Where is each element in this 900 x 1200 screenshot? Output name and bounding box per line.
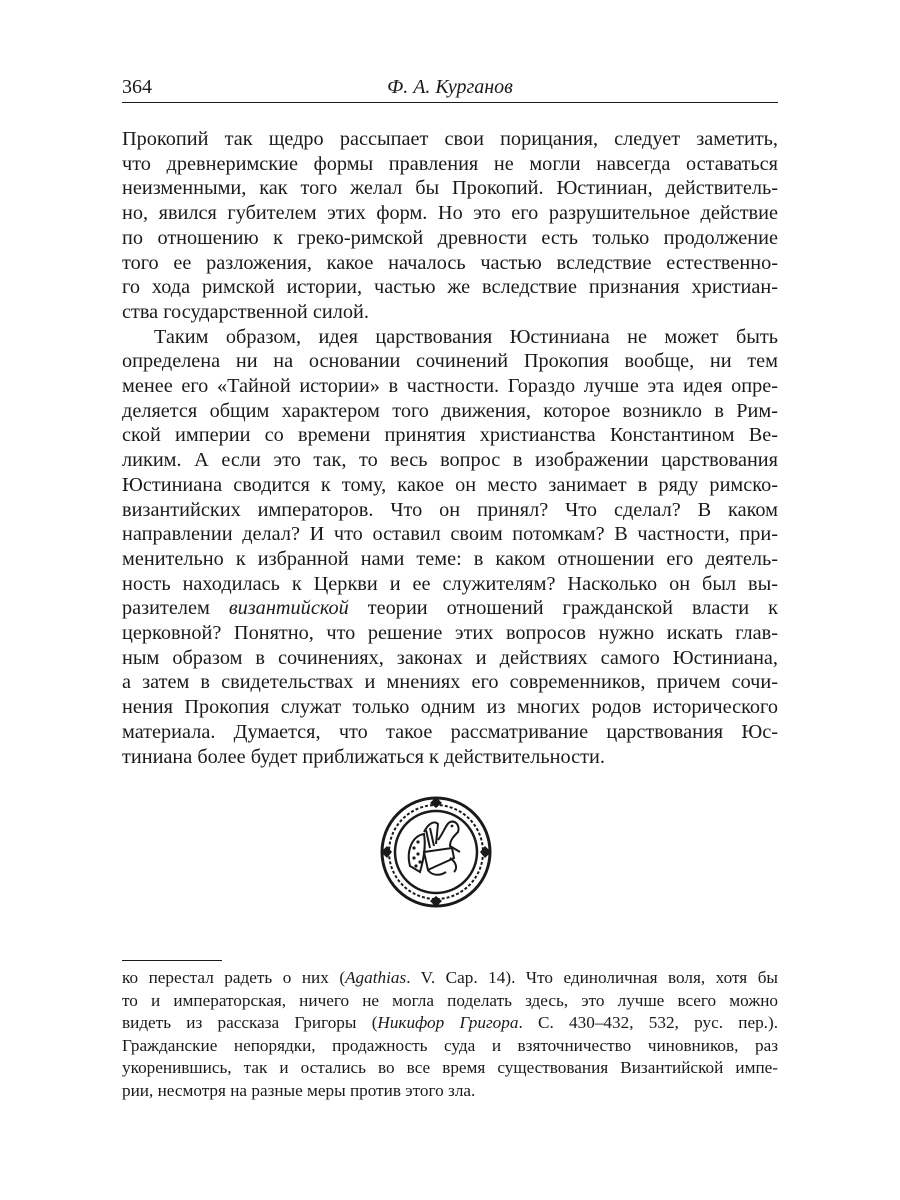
text-line: Юстиниана сводится к тому, какое он место занимает в ряду римско-	[122, 473, 778, 496]
text-run: . С. 430–432, 532, рус. пер.).	[518, 1013, 778, 1033]
text-run: разителем	[122, 597, 229, 620]
text-line: ства государственной силой.	[122, 300, 369, 323]
text-run: теории отношений гражданской власти к	[348, 597, 778, 620]
paragraph-2	[122, 325, 778, 770]
text-run: ко перестал радеть о них (	[122, 968, 346, 987]
italic-term: византийской	[228, 597, 349, 620]
running-header	[122, 72, 778, 103]
text-line: го хода римской истории, частью же вследствие признания христиан-	[122, 276, 778, 299]
text-line: менительно к избранной нами теме: в каком отношении его деятель-	[122, 547, 778, 570]
text-line: ликим. А если это так, то весь вопрос в изображении царствования	[122, 449, 778, 472]
text-line: того ее разложения, какое началось частью вследствие естественно-	[122, 251, 778, 274]
text-line: тиниана более будет приближаться к действительности.	[122, 745, 605, 768]
text-line: византийских императоров. Что он принял? Что сделал? В каком	[122, 498, 778, 521]
text-line: нения Прокопия служат только одним из многих родов исторического	[122, 696, 778, 719]
text-line	[122, 596, 778, 621]
text-line: но, явился губителем этих форм. Но это его разрушительное действие	[122, 202, 778, 225]
footnote-line: то и императорская, ничего не могла поделать здесь, это лучше всего можно	[122, 990, 778, 1010]
griffin-medallion-icon	[380, 796, 492, 908]
text-line: Таким образом, идея царствования Юстиниана не может быть	[154, 325, 778, 348]
text-line: ным образом в сочинениях, законах и действиях самого Юстиниана,	[122, 646, 778, 669]
running-title: Ф. А. Курганов	[387, 76, 513, 98]
footnote-line	[122, 1012, 778, 1035]
text-line: ность находилась к Церкви и ее служителям? Насколько он был вы-	[122, 572, 778, 595]
footnote-line: укоренившись, так и остались во все время существования Византийской импе-	[122, 1058, 778, 1078]
text-line: ской империи со времени принятия христианства Константином Ве-	[122, 424, 778, 447]
text-line: определена ни на основании сочинений Прокопия вообще, ни тем	[122, 350, 778, 373]
text-run: видеть из рассказа Григоры (	[122, 1013, 378, 1033]
text-run: . V. Cap. 14). Что единоличная воля, хотя бы	[406, 968, 778, 987]
text-line: материала. Думается, что такое рассматривание царствования Юс-	[122, 720, 778, 743]
footnote	[122, 967, 778, 1103]
text-line: что древнеримские формы правления не могли навсегда оставаться	[122, 152, 778, 175]
text-line: а затем в свидетельствах и мнениях его современников, причем сочи-	[122, 671, 778, 694]
text-line: менее его «Тайной истории» в частности. Гораздо лучше эта идея опре-	[122, 375, 778, 398]
text-line: деляется общим характером того движения, которое возникло в Рим-	[122, 399, 778, 422]
main-text	[122, 127, 778, 769]
paragraph-1	[122, 127, 778, 325]
footnote-line: рии, несмотря на разные меры против этого зла.	[122, 1080, 476, 1100]
text-line: неизменными, как того желал бы Прокопий. Юстиниан, действитель-	[122, 177, 778, 200]
footnote-separator	[122, 960, 222, 961]
text-line: Прокопий так щедро рассыпает свои порицания, следует заметить,	[122, 128, 778, 150]
italic-term: Никифор Григора	[377, 1013, 519, 1033]
page-number: 364	[122, 76, 152, 98]
text-line: церковной? Понятно, что решение этих вопросов нужно искать глав-	[122, 622, 778, 645]
footnote-line: Гражданские непорядки, продажность суда и взяточничество чиновников, раз	[122, 1035, 778, 1055]
text-line: направлении делал? И что оставил своим потомкам? В частности, при-	[122, 523, 778, 546]
footnote-line	[122, 967, 778, 990]
italic-term: Agathias	[345, 968, 407, 987]
text-line: по отношению к греко-римской древности есть только продолжение	[122, 226, 778, 249]
